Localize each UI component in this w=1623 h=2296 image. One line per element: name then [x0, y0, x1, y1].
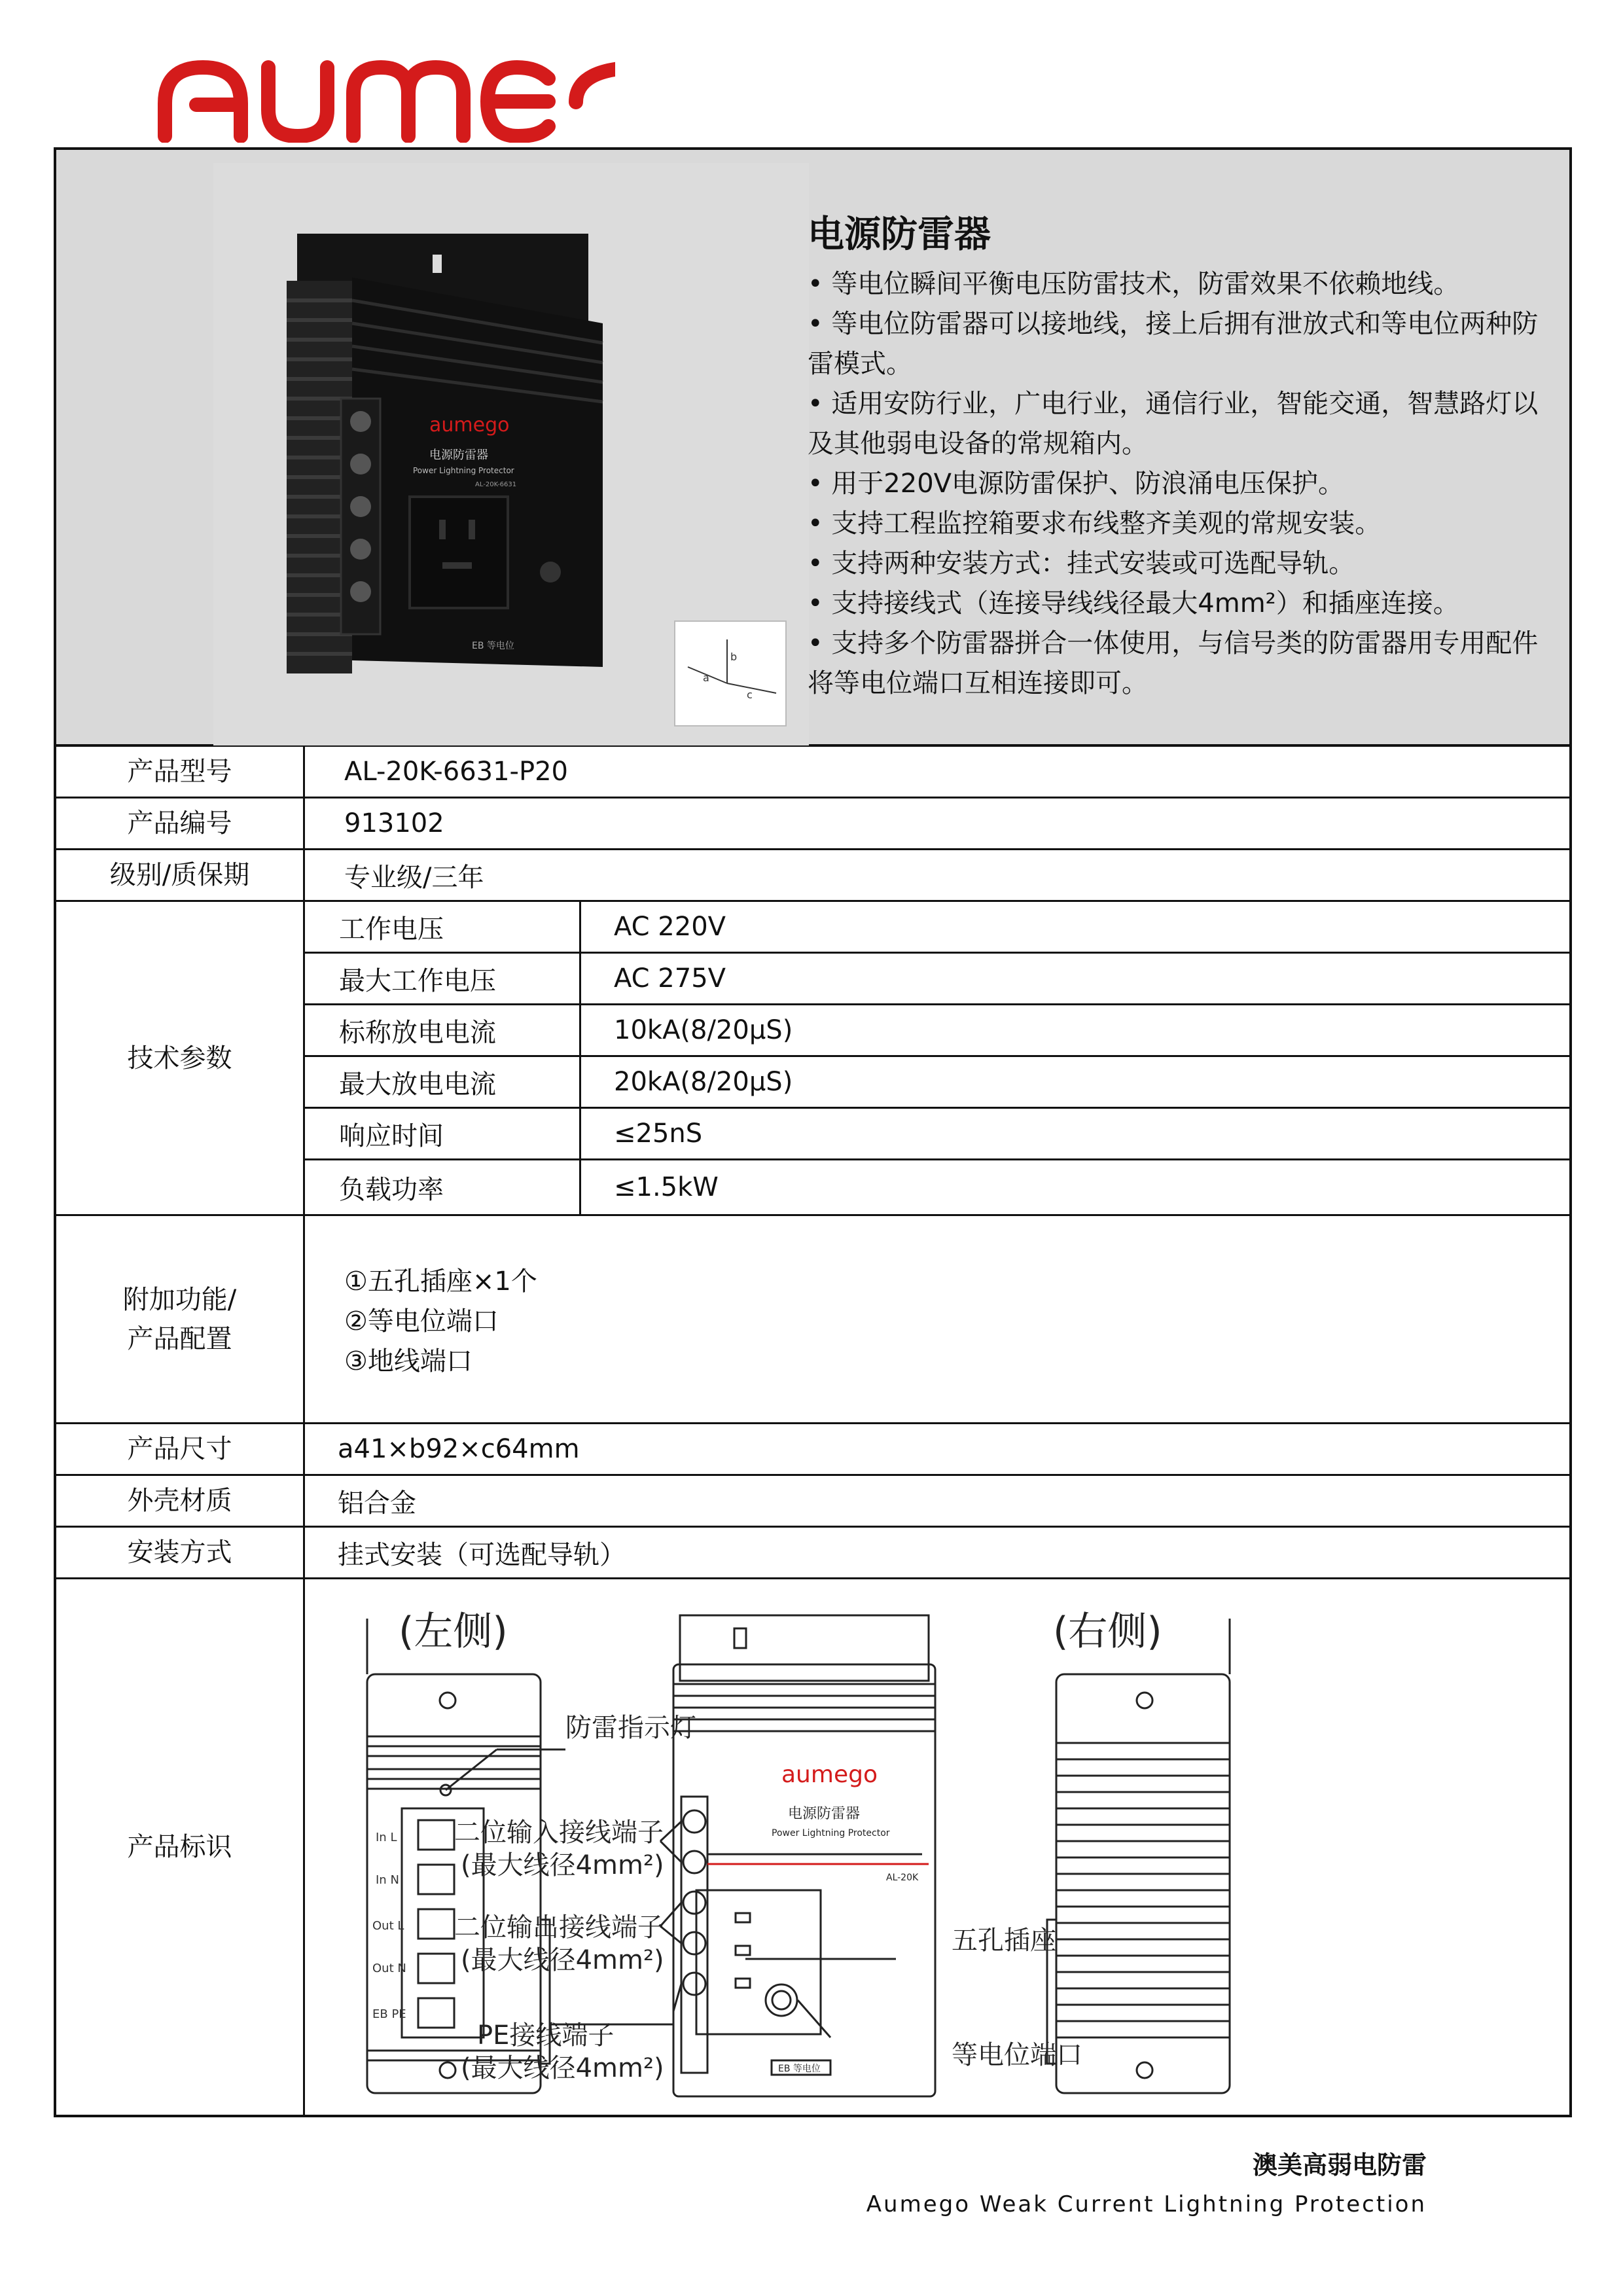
row-tech: [56, 902, 1569, 1216]
product-photo: [213, 163, 809, 745]
grade-label: 级别/质保期: [56, 850, 305, 900]
row-diagram: [56, 1579, 1569, 2115]
row-code: [56, 798, 1569, 850]
model-label: 产品型号: [56, 747, 305, 797]
tech-row: [305, 1160, 1569, 1214]
diagram-label: 产品标识: [56, 1579, 305, 2115]
tech-row: [305, 1057, 1569, 1109]
addon-item: ②等电位端口: [344, 1306, 499, 1336]
addon-item: ①五孔插座×1个: [344, 1266, 537, 1297]
terminal-mark: In N: [376, 1873, 399, 1887]
addon-item: ③地线端口: [344, 1346, 473, 1376]
grade-value: 专业级/三年: [344, 862, 484, 893]
tech-key: 工作电压: [305, 902, 581, 952]
eq-port-label: 等电位端口: [952, 2040, 1082, 2070]
pe-term-sub: (最大线径4mm²): [461, 2053, 664, 2083]
axis-c: c: [747, 689, 753, 701]
material-value: 铝合金: [338, 1488, 416, 1518]
code-label: 产品编号: [56, 798, 305, 848]
axis-b: b: [730, 651, 738, 663]
spec-sheet: [54, 147, 1572, 2117]
feature-line: • 支持工程监控箱要求布线整齐美观的常规安装。: [808, 509, 1382, 539]
tech-value: ≤25nS: [614, 1119, 703, 1149]
front-name-en: Power Lightning Protector: [772, 1828, 890, 1839]
tech-value: 20kA(8/20μS): [614, 1067, 793, 1097]
terminal-mark: Out L: [372, 1919, 404, 1933]
front-brand: aumego: [781, 1761, 878, 1788]
feature-line: • 等电位瞬间平衡电压防雷技术，防雷效果不依赖地线。: [808, 269, 1460, 299]
product-drawing: [307, 1579, 1569, 2115]
feature-line: • 支持接线式（连接导线线径最大4mm²）和插座连接。: [808, 588, 1459, 619]
tech-key: 负载功率: [305, 1160, 581, 1214]
row-size: [56, 1424, 1569, 1476]
tech-row: [305, 1005, 1569, 1057]
addons-label-line: 附加功能/: [122, 1284, 237, 1315]
photo-model: AL-20K-6631: [475, 481, 517, 488]
terminal-mark: EB PE: [372, 2007, 406, 2021]
tech-row: [305, 1109, 1569, 1160]
product-title: 电源防雷器: [808, 213, 991, 256]
indicator-label: 防雷指示灯: [565, 1713, 696, 1743]
mount-value: 挂式安装（可选配导轨）: [338, 1539, 626, 1570]
addons-label: [56, 1216, 305, 1422]
tech-row: [305, 954, 1569, 1005]
feature-line: 及其他弱电设备的常规箱内。: [808, 429, 1148, 459]
tech-value: 10kA(8/20μS): [614, 1015, 793, 1045]
tech-value: ≤1.5kW: [614, 1172, 719, 1202]
front-name: 电源防雷器: [788, 1806, 861, 1822]
row-addons: [56, 1216, 1569, 1424]
right-title: (右侧): [1053, 1609, 1162, 1655]
photo-name: 电源防雷器: [429, 448, 488, 462]
size-label: 产品尺寸: [56, 1424, 305, 1474]
product-hero: [56, 150, 1569, 747]
row-grade: [56, 850, 1569, 902]
feature-line: • 支持两种安装方式：挂式安装或可选配导轨。: [808, 548, 1355, 579]
tech-value: AC 220V: [614, 912, 726, 942]
footer-brand-cn: 澳美高弱电防雷: [1252, 2151, 1427, 2179]
socket-label: 五孔插座: [952, 1926, 1056, 1956]
size-value: a41×b92×c64mm: [338, 1434, 580, 1464]
mount-label: 安装方式: [56, 1528, 305, 1577]
axis-a: a: [703, 672, 709, 684]
front-model: AL-20K: [886, 1873, 919, 1883]
photo-eb: EB 等电位: [472, 641, 514, 651]
aumego-logo: [157, 58, 615, 143]
input-term-sub: (最大线径4mm²): [461, 1850, 664, 1880]
feature-line: • 支持多个防雷器拼合一体使用，与信号类的防雷器用专用配件: [808, 628, 1539, 658]
tech-label: 技术参数: [56, 902, 305, 1214]
feature-line: • 用于220V电源防雷保护、防浪涌电压保护。: [808, 469, 1345, 499]
code-value: 913102: [344, 808, 444, 838]
tech-key: 最大放电电流: [305, 1057, 581, 1107]
addons-list: [344, 1262, 537, 1382]
feature-line: 雷模式。: [808, 349, 912, 379]
model-value: AL-20K-6631-P20: [344, 757, 568, 787]
photo-brand: aumego: [429, 414, 510, 437]
feature-line: • 等电位防雷器可以接地线，接上后拥有泄放式和等电位两种防: [808, 309, 1539, 339]
row-mount: [56, 1528, 1569, 1579]
tech-key: 响应时间: [305, 1109, 581, 1158]
output-term-label: 二位输出接线端子: [454, 1912, 664, 1943]
product-description: [808, 206, 1623, 704]
addons-label-line: 产品配置: [127, 1323, 232, 1354]
output-term-sub: (最大线径4mm²): [461, 1945, 664, 1975]
terminal-mark: In L: [376, 1831, 397, 1844]
tech-key: 最大工作电压: [305, 954, 581, 1003]
input-term-label: 二位输入接线端子: [454, 1818, 664, 1848]
tech-row: [305, 902, 1569, 954]
feature-line: 将等电位端口互相连接即可。: [808, 668, 1148, 698]
photo-name-en: Power Lightning Protector: [413, 466, 514, 475]
terminal-mark: Out N: [372, 1962, 406, 1975]
row-model: [56, 747, 1569, 798]
pe-term-label: PE接线端子: [477, 2020, 615, 2051]
row-material: [56, 1476, 1569, 1528]
feature-line: • 适用安防行业，广电行业，通信行业，智能交通，智慧路灯以: [808, 389, 1539, 419]
tech-value: AC 275V: [614, 963, 726, 994]
tech-key: 标称放电电流: [305, 1005, 581, 1055]
footer-brand-en: Aumego Weak Current Lightning Protection: [866, 2191, 1427, 2217]
front-eb: EB 等电位: [778, 2064, 821, 2074]
material-label: 外壳材质: [56, 1476, 305, 1526]
left-title: (左侧): [399, 1609, 508, 1655]
